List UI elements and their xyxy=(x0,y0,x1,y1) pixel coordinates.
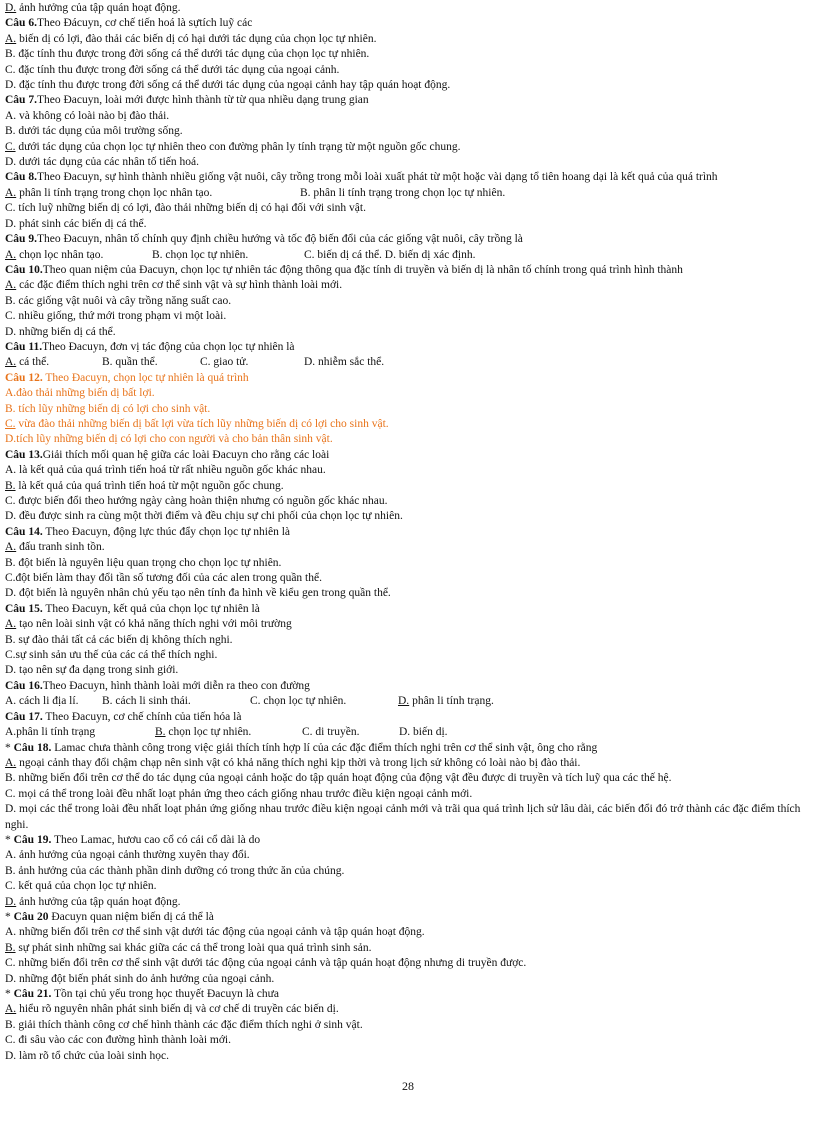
correct-answer-marker: B. xyxy=(5,941,16,954)
correct-answer-marker: D. xyxy=(398,695,410,708)
correct-answer-marker: D. xyxy=(5,895,17,908)
answer-line: A. và không có loài nào bị đào thải. xyxy=(5,109,170,122)
answer-option: B. cách li sinh thái. xyxy=(102,695,191,708)
answer-line: D. ảnh hưởng của tập quán hoạt động. xyxy=(5,895,181,908)
answer-line: D.tích lũy những biến dị có lợi cho con người và cho bản thân sinh vật. xyxy=(5,433,333,446)
answer-option: C. chọn lọc tự nhiên. xyxy=(250,695,347,708)
question-label: Câu 21. xyxy=(13,988,52,1000)
answer-line: D. phát sinh các biến dị cá thể. xyxy=(5,217,147,230)
answer-line: A. ngoại cảnh thay đổi chậm chạp nên sinh vật có khả năng thích nghi kịp thời và trong lịch sử không có loài nào bị đào thải. xyxy=(5,756,581,769)
answer-line: A. ảnh hưởng của ngoại cảnh thường xuyên thay đổi. xyxy=(5,849,250,862)
answer-option: A. chọn lọc nhân tạo. xyxy=(5,248,104,261)
answer-line: C. nhiều giống, thứ mới trong phạm vi một loài. xyxy=(5,310,227,323)
document-page xyxy=(5,1,813,1064)
question-line: * Câu 21. Tồn tại chủ yếu trong học thuyết Đacuyn là chưa xyxy=(5,988,279,1000)
answer-line: D. ảnh hưởng của tập quán hoạt động. xyxy=(5,2,181,14)
answer-line: C. đi sâu vào các con đường hình thành loài mới. xyxy=(5,1034,231,1047)
answer-line: C. được biến đổi theo hướng ngày càng hoàn thiện nhưng có nguồn gốc khác nhau. xyxy=(5,495,388,507)
answer-line: B. đột biến là nguyên liệu quan trọng cho chọn lọc tự nhiên. xyxy=(5,556,282,569)
correct-answer-marker: A. xyxy=(5,756,17,769)
answer-option: A. phân li tính trạng trong chọn lọc nhân tạo. xyxy=(5,186,213,199)
answer-line: B. các giống vật nuôi và cây trồng năng suất cao. xyxy=(5,294,232,307)
question-line: Câu 17. Theo Đacuyn, cơ chế chính của tiến hóa là xyxy=(5,710,242,723)
question-label: Câu 20 xyxy=(13,910,49,923)
question-line: * Câu 19. Theo Lamac, hươu cao cổ có cái cổ dài là do xyxy=(5,833,261,846)
answer-line: C.sự sinh sản ưu thế của các cá thể thích nghi. xyxy=(5,649,218,662)
answer-line: D. làm rõ tổ chức của loài sinh học. xyxy=(5,1049,169,1062)
answer-line: A. hiểu rõ nguyên nhân phát sinh biến dị và cơ chế di truyền các biến dị. xyxy=(5,1003,339,1016)
answer-line: D. mọi các thể trong loài đều nhất loạt phản ứng giống nhau trước điều kiện ngoại cảnh mới và trãi qua quá trình lịch sử lâu dài, các biến đổi đó trở thành các đặc điểm thích nghi. xyxy=(5,803,801,831)
answer-line: A. biến dị có lợi, đào thải các biến dị có hại dưới tác dụng của chọn lọc tự nhiên. xyxy=(5,32,377,45)
question-label: Câu 7. xyxy=(5,94,37,107)
answer-line: B. đặc tính thu được trong đời sống cá thể dưới tác dụng của chọn lọc tự nhiên. xyxy=(5,48,370,61)
question-line: Câu 7.Theo Đacuyn, loài mới được hình thành từ từ qua nhiều dạng trung gian xyxy=(5,94,369,107)
answer-line: A. các đặc điểm thích nghi trên cơ thể sinh vật và sự hình thành loài mới. xyxy=(5,279,343,292)
question-label: Câu 8. xyxy=(5,171,37,184)
question-line: Câu 8.Theo Đacuyn, sự hình thành nhiều giống vật nuôi, cây trồng trong mỗi loài xuất phát từ một hoặc vài dạng tổ tiên hoang dại là kết quả của quá trình xyxy=(5,171,718,184)
question-line: Câu 10.Theo quan niệm của Đacuyn, chọn lọc tự nhiên tác động thông qua đặc tính di truyền và biến dị là nhân tố chính trong quá trình hình thành xyxy=(5,263,683,276)
question-label: Câu 15. xyxy=(5,602,43,615)
answer-line: D. đặc tính thu được trong đời sống cá thể dưới tác dụng của ngoại cảnh hay tập quán hoạt động. xyxy=(5,79,451,92)
answer-line: D. đột biến là nguyên nhân chủ yếu tạo nên tính đa hình về kiểu gen trong quần thể. xyxy=(5,587,391,600)
answer-option: C. biến dị cá thể. D. biến dị xác định. xyxy=(304,248,476,261)
answer-line: D. những biến dị cá thể. xyxy=(5,325,116,338)
answer-option: C. di truyền. xyxy=(302,726,360,739)
question-line: Câu 14. Theo Đacuyn, động lực thúc đẩy chọn lọc tự nhiên là xyxy=(5,525,291,538)
answer-line: C. những biến đổi trên cơ thể sinh vật dưới tác động của ngoại cảnh và tập quán hoạt động nhưng di truyền được. xyxy=(5,957,527,970)
answer-line: C. đặc tính thu được trong đời sống cá thể dưới tác dụng của ngoại cảnh. xyxy=(5,63,340,76)
question-label: Câu 19. xyxy=(13,833,52,846)
correct-answer-marker: A. xyxy=(5,279,17,292)
answer-options-row xyxy=(5,355,813,370)
answer-option: C. giao tử. xyxy=(200,356,249,369)
answer-option: A. cá thể. xyxy=(5,356,50,369)
answer-line: C. vừa đào thải những biến dị bất lợi vừa tích lũy những biến dị có lợi cho sinh vật. xyxy=(5,417,389,430)
answer-options-row xyxy=(5,694,813,709)
question-label: Câu 14. xyxy=(5,525,43,538)
answer-line: C. kết quả của chọn lọc tự nhiên. xyxy=(5,880,157,893)
question-label: Câu 13. xyxy=(5,448,43,461)
correct-answer-marker: D. xyxy=(5,2,17,14)
answer-option: D. biến dị. xyxy=(399,726,448,739)
correct-answer-marker: C. xyxy=(5,140,16,153)
correct-answer-marker: A. xyxy=(5,1003,17,1016)
correct-answer-marker: A. xyxy=(5,186,17,199)
question-label: Câu 12. xyxy=(5,371,43,384)
answer-line: B. ảnh hưởng của các thành phần dinh dưỡng có trong thức ăn của chúng. xyxy=(5,864,345,877)
answer-option: B. chọn lọc tự nhiên. xyxy=(152,248,249,261)
question-line: Câu 11.Theo Đacuyn, đơn vị tác động của chọn lọc tự nhiên là xyxy=(5,340,295,353)
answer-line: B. tích lũy những biến dị có lợi cho sinh vật. xyxy=(5,402,211,415)
question-label: Câu 11. xyxy=(5,340,43,353)
answer-option: D. nhiễm sắc thể. xyxy=(304,356,385,369)
answer-line: A. những biến đổi trên cơ thể sinh vật dưới tác động của ngoại cảnh và tập quán hoạt động. xyxy=(5,926,425,939)
answer-line: A.đào thải những biến dị bất lợi. xyxy=(5,387,155,400)
answer-option: D. phân li tính trạng. xyxy=(398,695,494,708)
answer-option: B. quần thể. xyxy=(102,356,158,369)
question-line: Câu 13.Giải thích mối quan hệ giữa các loài Đacuyn cho rằng các loài xyxy=(5,448,330,461)
question-label: Câu 18. xyxy=(13,741,52,754)
correct-answer-marker: A. xyxy=(5,248,17,261)
correct-answer-marker: A. xyxy=(5,618,17,631)
correct-answer-marker: B. xyxy=(5,479,16,492)
correct-answer-marker: A. xyxy=(5,32,17,45)
question-label: Câu 9. xyxy=(5,233,37,246)
answer-line: A. tạo nên loài sinh vật có khả năng thích nghi với môi trường xyxy=(5,618,292,631)
answer-option: A. cách li địa lí. xyxy=(5,695,79,708)
answer-line: C. tích luỹ những biến dị có lợi, đào thải những biến dị có hại đối với sinh vật. xyxy=(5,202,366,215)
question-line: Câu 16.Theo Đacuyn, hình thành loài mới diễn ra theo con đường xyxy=(5,679,310,692)
question-label: Câu 10. xyxy=(5,263,43,276)
question-line: Câu 12. Theo Đacuyn, chọn lọc tự nhiên là quá trình xyxy=(5,371,249,384)
question-line: Câu 15. Theo Đacuyn, kết quả của chọn lọc tự nhiên là xyxy=(5,602,260,615)
answer-line: D. dưới tác dụng của các nhân tố tiến hoá. xyxy=(5,156,200,169)
answer-line: A. đấu tranh sinh tồn. xyxy=(5,541,105,554)
answer-line: C. dưới tác dụng của chọn lọc tự nhiên theo con đường phân ly tính trạng từ một nguồn gốc chung. xyxy=(5,140,461,153)
question-label: Câu 17. xyxy=(5,710,43,723)
question-label: Câu 6. xyxy=(5,17,37,30)
answer-line: D. những đột biến phát sinh do ảnh hưởng của ngoại cảnh. xyxy=(5,972,275,985)
correct-answer-marker: A. xyxy=(5,356,17,369)
answer-line: A. là kết quả của quá trình tiến hoá từ rất nhiều nguồn gốc khác nhau. xyxy=(5,464,326,477)
question-line: * Câu 18. Lamac chưa thành công trong việc giải thích tính hợp lí của các đặc điểm thích nghi trên cơ thể sinh vật, ông cho rằng xyxy=(5,741,598,754)
answer-line: B. giải thích thành công cơ chế hình thành các đặc điểm thích nghi ở sinh vật. xyxy=(5,1018,363,1031)
correct-answer-marker: A. xyxy=(5,541,17,554)
correct-answer-marker: B. xyxy=(155,726,166,739)
answer-line: B. sự phát sinh những sai khác giữa các cá thể trong loài qua quá trình sinh sản. xyxy=(5,941,372,954)
answer-line: C. mọi cá thể trong loài đều nhất loạt phản ứng theo cách giống nhau trước điều kiện ngoại cảnh mới. xyxy=(5,787,473,800)
question-line: * Câu 20 Đacuyn quan niệm biến dị cá thể là xyxy=(5,910,214,923)
answer-line: B. những biến đổi trên cơ thể do tác dụng của ngoại cảnh hoặc do tập quán hoạt động của động vật đều được di truyền và tích luỹ qua các thế hệ. xyxy=(5,772,672,785)
correct-answer-marker: C. xyxy=(5,417,16,430)
question-label: Câu 16. xyxy=(5,679,43,692)
answer-line: D. tạo nên sự đa dạng trong sinh giới. xyxy=(5,664,179,677)
answer-line: B. dưới tác dụng của môi trường sống. xyxy=(5,125,183,138)
answer-option: B. chọn lọc tự nhiên. xyxy=(155,726,252,739)
question-line: Câu 6.Theo Đácuyn, cơ chế tiến hoá là sựtích luỹ các xyxy=(5,17,253,30)
page-number: 28 xyxy=(402,1079,414,1093)
answer-line: B. là kết quả của quá trình tiến hoá từ một nguồn gốc chung. xyxy=(5,479,284,492)
answer-options-row xyxy=(5,186,813,201)
answer-option: A.phân li tính trạng xyxy=(5,726,96,739)
answer-line: C.đột biến làm thay đổi tần số tương đối của các alen trong quần thể. xyxy=(5,572,322,585)
answer-line: D. đều được sinh ra cùng một thời điểm và đều chịu sự chi phối của chọn lọc tự nhiên. xyxy=(5,510,403,523)
answer-line: B. sự đào thải tất cả các biến dị không thích nghi. xyxy=(5,633,233,646)
answer-option: B. phân li tính trạng trong chọn lọc tự nhiên. xyxy=(300,186,506,199)
question-line: Câu 9.Theo Đacuyn, nhân tố chính quy định chiều hướng và tốc độ biến đổi của các giống vật nuôi, cây trồng là xyxy=(5,233,523,246)
answer-options-row xyxy=(5,725,813,740)
answer-options-row xyxy=(5,248,813,263)
